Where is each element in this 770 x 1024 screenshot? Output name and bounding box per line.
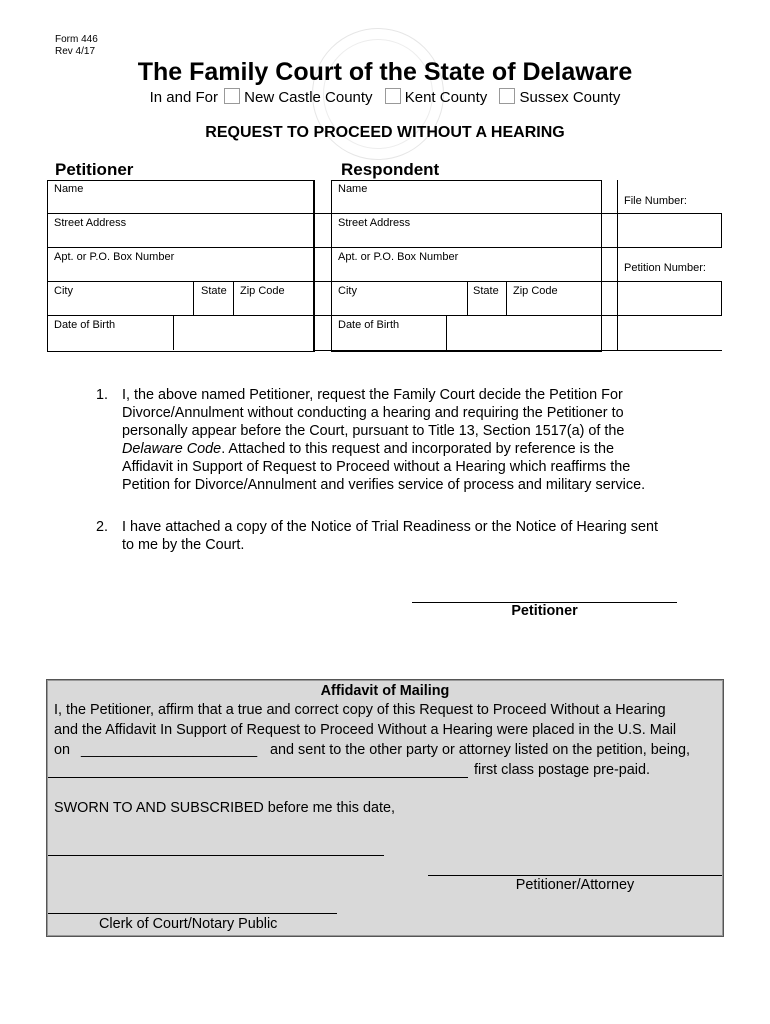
statement-1-code-name: Delaware Code [122, 441, 222, 457]
affidavit-line-3: and sent to the other party or attorney listed on the petition, being, [270, 742, 690, 758]
respondent-street-field[interactable]: Street Address [338, 217, 411, 229]
affidavit-line-1: I, the Petitioner, affirm that a true and correct copy of this Request to Proceed Without a Hearing [54, 702, 666, 718]
other-party-address-line[interactable] [48, 777, 468, 778]
checkbox-new-castle[interactable] [224, 88, 240, 104]
statement-2-number: 2. [96, 519, 109, 535]
file-number-input[interactable] [617, 213, 721, 247]
petitioner-apt-field[interactable]: Apt. or P.O. Box Number [54, 251, 175, 263]
petitioner-street-field[interactable]: Street Address [54, 217, 127, 229]
county-sussex-label: Sussex County [519, 89, 621, 106]
affidavit-line-4: first class postage pre-paid. [474, 762, 650, 778]
county-kent-label: Kent County [404, 89, 488, 106]
petitioner-city-field[interactable]: City [54, 285, 73, 297]
sworn-statement: SWORN TO AND SUBSCRIBED before me this date, [54, 800, 395, 816]
statement-1 [96, 386, 666, 512]
respondent-dob-field[interactable]: Date of Birth [338, 319, 400, 331]
respondent-state-field[interactable]: State [473, 285, 499, 297]
clerk-notary-label: Clerk of Court/Notary Public [99, 916, 278, 932]
sworn-date-line[interactable] [48, 855, 384, 856]
statement-1-text: I, the above named Petitioner, request the Family Court decide the Petition For Divorce/Annulment without conducting a hearing and requiring the Petitioner to personally appear before the Court, pursuant to Title 13, Section 1517(a) of the [122, 387, 625, 439]
petitioner-state-field[interactable]: State [201, 285, 227, 297]
checkbox-sussex[interactable] [499, 88, 515, 104]
checkbox-kent[interactable] [385, 88, 401, 104]
form-number: Form 446 [55, 34, 98, 45]
in-and-for-label: In and For [149, 89, 218, 106]
statement-2 [96, 518, 666, 554]
form-revision: Rev 4/17 [55, 46, 96, 57]
clerk-signature-line[interactable] [48, 913, 337, 914]
petitioner-heading: Petitioner [55, 160, 134, 179]
mailing-date-field[interactable]: ______________________ [81, 742, 258, 758]
petitioner-zip-field[interactable]: Zip Code [240, 285, 285, 297]
respondent-zip-field[interactable]: Zip Code [513, 285, 558, 297]
file-number-label: File Number: [624, 195, 687, 207]
petitioner-name-field[interactable]: Name [54, 183, 84, 195]
statement-2-text: I have attached a copy of the Notice of Trial Readiness or the Notice of Hearing sent to me by the Court. [122, 519, 658, 553]
document-title: REQUEST TO PROCEED WITHOUT A HEARING [205, 124, 565, 141]
county-selector [0, 88, 770, 106]
statement-1-text-end: . Attached to this request and incorporated by reference is the Affidavit in Support of Request to Proceed without a Hearing which reaffirms the Petition for Divorce/Annulment and verifies service of process and military service. [122, 441, 646, 493]
petitioner-signature-label: Petitioner [511, 603, 578, 619]
petitioner-dob-field[interactable]: Date of Birth [54, 319, 116, 331]
affidavit-title: Affidavit of Mailing [320, 683, 450, 699]
respondent-heading: Respondent [341, 160, 440, 179]
affidavit-on-label: on [54, 742, 71, 758]
county-new-castle-label: New Castle County [244, 89, 373, 106]
respondent-name-field[interactable]: Name [338, 183, 368, 195]
petitioner-attorney-label: Petitioner/Attorney [515, 877, 635, 893]
petition-number-input[interactable] [617, 281, 721, 315]
respondent-apt-field[interactable]: Apt. or P.O. Box Number [338, 251, 459, 263]
affidavit-line-2: and the Affidavit In Support of Request to Proceed Without a Hearing were placed in the U.S. Mail [54, 722, 677, 738]
court-title: The Family Court of the State of Delaware [137, 58, 633, 86]
statement-1-number: 1. [96, 387, 109, 403]
petition-number-label: Petition Number: [624, 262, 706, 274]
respondent-city-field[interactable]: City [338, 285, 357, 297]
